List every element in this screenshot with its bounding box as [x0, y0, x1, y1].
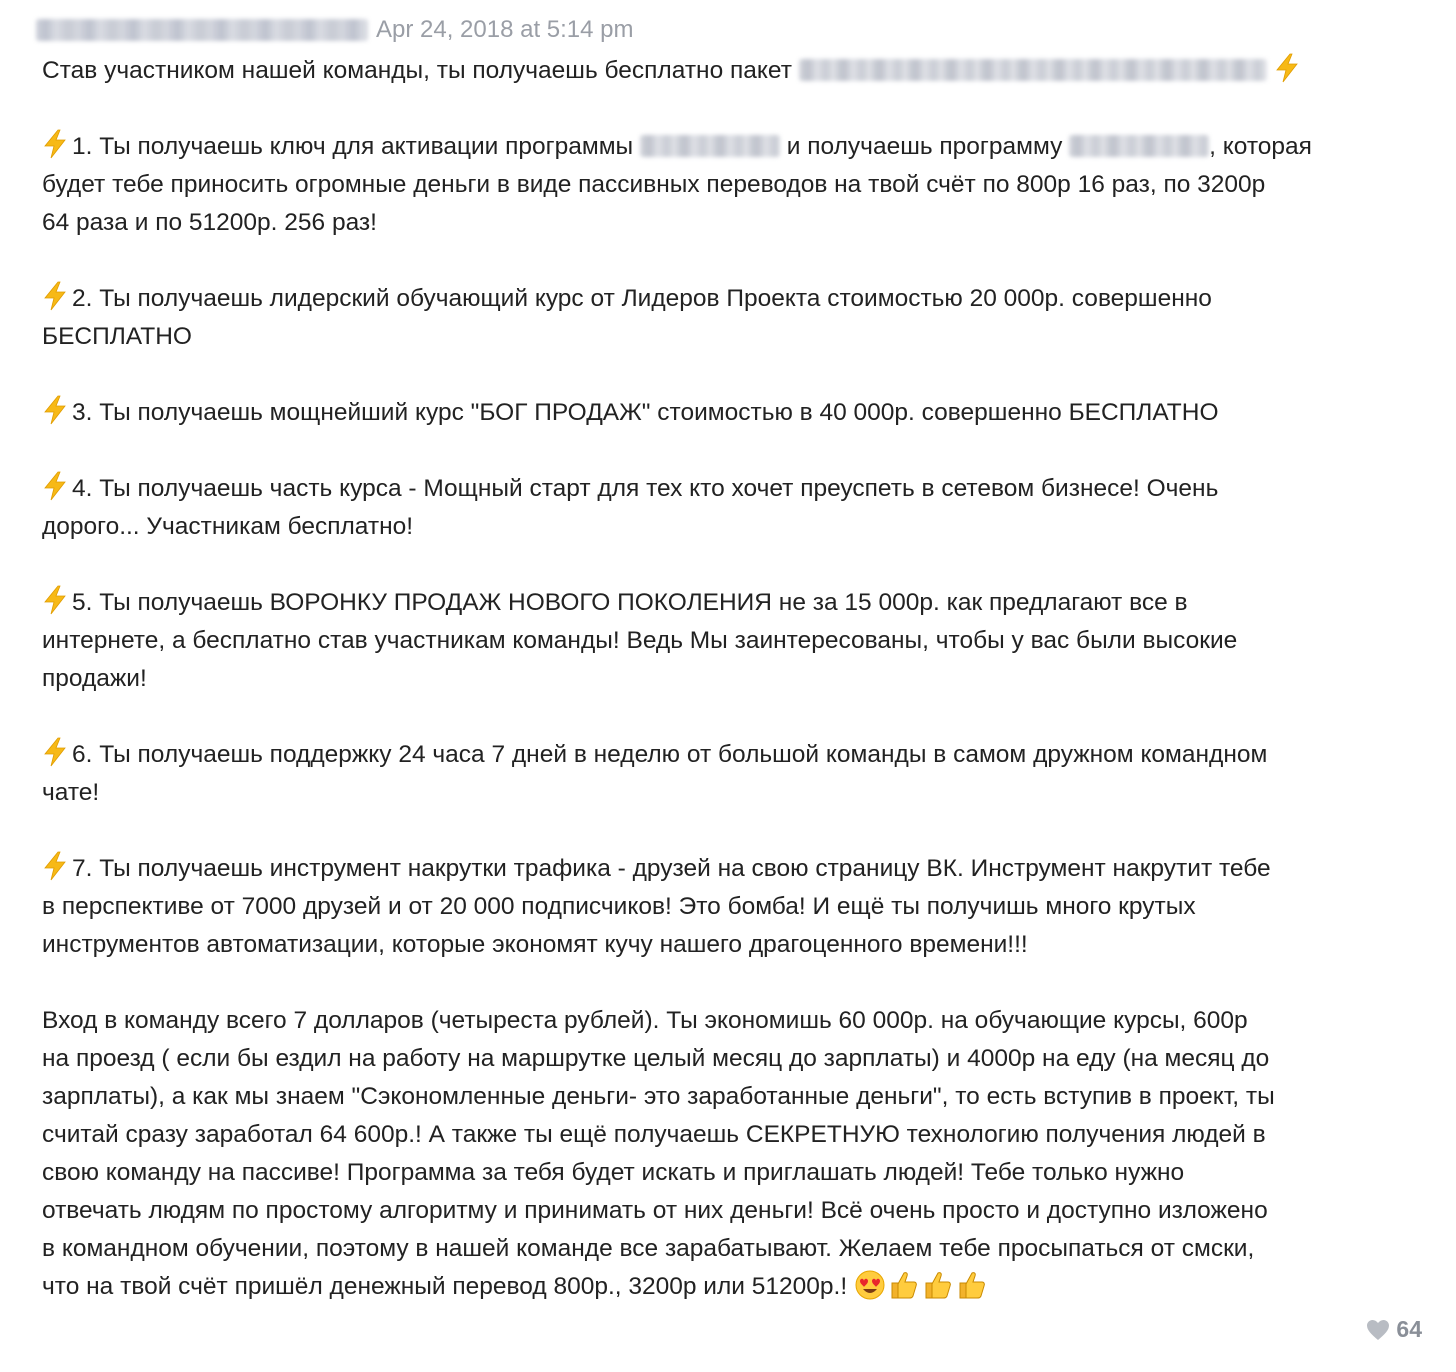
post-header: [36, 10, 634, 50]
item-5-text-c: продажи!: [42, 665, 147, 692]
redacted-program-name: [1069, 135, 1209, 157]
item-7-text-b: в перспективе от 7000 друзей и от 20 000 подписчиков! Это бомба! И ещё ты получишь много крутых: [42, 893, 1196, 920]
item-5-text-b: интернете, а бесплатно став участникам команды! Ведь Мы заинтересованы, чтобы у вас были высокие: [42, 627, 1238, 654]
paragraph-gap: [42, 698, 1432, 736]
intro-paragraph: [42, 52, 1432, 90]
paragraph-gap: [42, 432, 1432, 470]
item-1-text-b: и получаешь программу: [786, 133, 1063, 160]
closing-line-3: зарплаты), а как мы знаем "Сэкономленные деньги- это заработанные деньги", то есть вступив в проект, ты: [42, 1083, 1275, 1110]
thumbs-up-icon: [888, 1269, 920, 1301]
paragraph-gap: [42, 546, 1432, 584]
closing-line-7: в командном обучении, поэтому в нашей команде все зарабатывают. Желаем тебе просыпаться от смски,: [42, 1235, 1255, 1262]
closing-line-8: что на твой счёт пришёл денежный перевод 800р., 3200р или 51200р.!: [42, 1273, 848, 1300]
item-6-text-a: 6. Ты получаешь поддержку 24 часа 7 дней в неделю от большой команды в самом дружном командном: [72, 741, 1268, 768]
item-4-text-b: дорого... Участникам бесплатно!: [42, 513, 414, 540]
heart-eyes-icon: [854, 1269, 886, 1301]
list-item-1: [42, 128, 1432, 242]
item-1-text-e: 64 раза и по 51200р. 256 раз!: [42, 209, 377, 236]
item-6-text-b: чате!: [42, 779, 100, 806]
closing-paragraph: [42, 1002, 1432, 1306]
heart-icon: [1366, 1319, 1390, 1341]
list-item-3: [42, 394, 1432, 432]
lightning-icon: [42, 471, 68, 501]
list-item-6: [42, 736, 1432, 812]
lightning-icon: [42, 281, 68, 311]
item-5-text-a: 5. Ты получаешь ВОРОНКУ ПРОДАЖ НОВОГО ПОКОЛЕНИЯ не за 15 000р. как предлагают все в: [72, 589, 1188, 616]
lightning-icon: [42, 737, 68, 767]
item-2-text-a: 2. Ты получаешь лидерский обучающий курс от Лидеров Проекта стоимостью 20 000р. совершенно: [72, 285, 1212, 312]
item-7-text-a: 7. Ты получаешь инструмент накрутки трафика - друзей на свою страницу ВК. Инструмент накрутит тебе: [72, 855, 1271, 882]
paragraph-gap: [42, 356, 1432, 394]
lightning-icon: [1274, 53, 1300, 83]
list-item-4: [42, 470, 1432, 546]
author-name-redacted[interactable]: [36, 19, 368, 41]
lightning-icon: [42, 585, 68, 615]
item-1-text-a: 1. Ты получаешь ключ для активации программы: [72, 133, 634, 160]
item-1-text-d: будет тебе приносить огромные деньги в виде пассивных переводов на твой счёт по 800р 16 раз, по 3200р: [42, 171, 1266, 198]
post-timestamp[interactable]: Apr 24, 2018 at 5:14 pm: [376, 16, 634, 43]
intro-text: Став участником нашей команды, ты получаешь бесплатно пакет: [42, 57, 792, 84]
redacted-package-name: [799, 59, 1267, 81]
like-button[interactable]: [1366, 1316, 1422, 1343]
paragraph-gap: [42, 242, 1432, 280]
closing-line-2: на проезд ( если бы ездил на работу на маршрутке целый месяц до зарплаты) и 4000р на еду (на месяц до: [42, 1045, 1270, 1072]
item-2-text-b: БЕСПЛАТНО: [42, 323, 192, 350]
thumbs-up-icon: [956, 1269, 988, 1301]
paragraph-gap: [42, 964, 1432, 1002]
lightning-icon: [42, 851, 68, 881]
closing-line-4: считай сразу заработал 64 600р.! А также ты ещё получаешь СЕКРЕТНУЮ технологию получения людей в: [42, 1121, 1266, 1148]
item-7-text-c: инструментов автоматизации, которые экономят кучу нашего драгоценного времени!!!: [42, 931, 1028, 958]
redacted-program-name: [640, 135, 780, 157]
post-body: [42, 52, 1432, 1306]
item-4-text-a: 4. Ты получаешь часть курса - Мощный старт для тех кто хочет преуспеть в сетевом бизнесе! Очень: [72, 475, 1219, 502]
list-item-2: [42, 280, 1432, 356]
like-count: 64: [1396, 1316, 1422, 1342]
list-item-7: [42, 850, 1432, 964]
thumbs-up-icon: [922, 1269, 954, 1301]
item-3-text-a: 3. Ты получаешь мощнейший курс "БОГ ПРОДАЖ" стоимостью в 40 000р. совершенно БЕСПЛАТНО: [72, 399, 1219, 426]
item-1-text-c: , которая: [1209, 133, 1312, 160]
closing-line-5: свою команду на пассиве! Программа за тебя будет искать и приглашать людей! Тебе только нужно: [42, 1159, 1185, 1186]
list-item-5: [42, 584, 1432, 698]
lightning-icon: [42, 129, 68, 159]
closing-line-6: отвечать людям по простому алгоритму и принимать от них деньги! Всё очень просто и доступно изложено: [42, 1197, 1268, 1224]
paragraph-gap: [42, 812, 1432, 850]
closing-line-1: Вход в команду всего 7 долларов (четыреста рублей). Ты экономишь 60 000р. на обучающие курсы, 600р: [42, 1007, 1248, 1034]
lightning-icon: [42, 395, 68, 425]
paragraph-gap: [42, 90, 1432, 128]
